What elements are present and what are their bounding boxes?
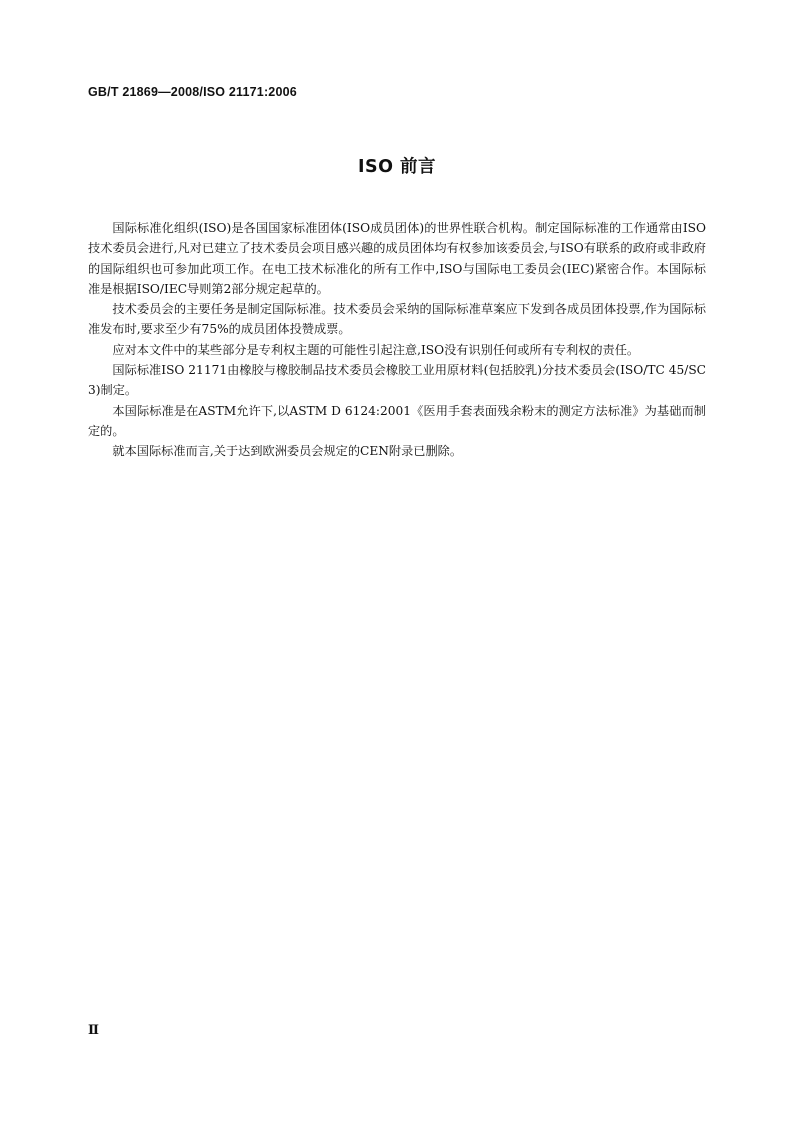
page-number: Ⅱ [88, 1022, 99, 1037]
paragraph-patent-notice: 应对本文件中的某些部分是专利权主题的可能性引起注意,ISO没有识别任何或所有专利权的责任。 [112, 342, 640, 357]
paragraph-committee-task: 技术委员会的主要任务是制定国际标准。技术委员会采纳的国际标准草案应下发到各成员团体投票,作为国际标准发布时,要求至少有75%的成员团体投赞成票。 [88, 302, 706, 337]
standard-code: GB/T 21869—2008/ISO 21171:2006 [88, 85, 297, 99]
paragraph-cen-annex: 就本国际标准而言,关于达到欧洲委员会规定的CEN附录已删除。 [112, 444, 463, 459]
preface-body [88, 218, 706, 462]
paragraph-prepared-by: 国际标准ISO 21171由橡胶与橡胶制品技术委员会橡胶工业用原材料(包括胶乳)分技术委员会(ISO/TC 45/SC 3)制定。 [88, 363, 706, 398]
page-title: ISO 前言 [357, 157, 437, 177]
paragraph-iso-organization: 国际标准化组织(ISO)是各国国家标准团体(ISO成员团体)的世界性联合机构。制定国际标准的工作通常由ISO技术委员会进行,凡对已建立了技术委员会项目感兴趣的成员团体均有权参加该委员会,与ISO有联系的政府或非政府的国际组织也可参加此项工作。在电工技术标准化的所有工作中,ISO与国际电工委员会(IEC)紧密合作。本国际标准是根据ISO/IEC导则第2部分规定起草的。 [88, 221, 706, 296]
paragraph-astm-basis: 本国际标准是在ASTM允许下,以ASTM D 6124:2001《医用手套表面残余粉末的测定方法标准》为基础而制定的。 [88, 403, 706, 438]
